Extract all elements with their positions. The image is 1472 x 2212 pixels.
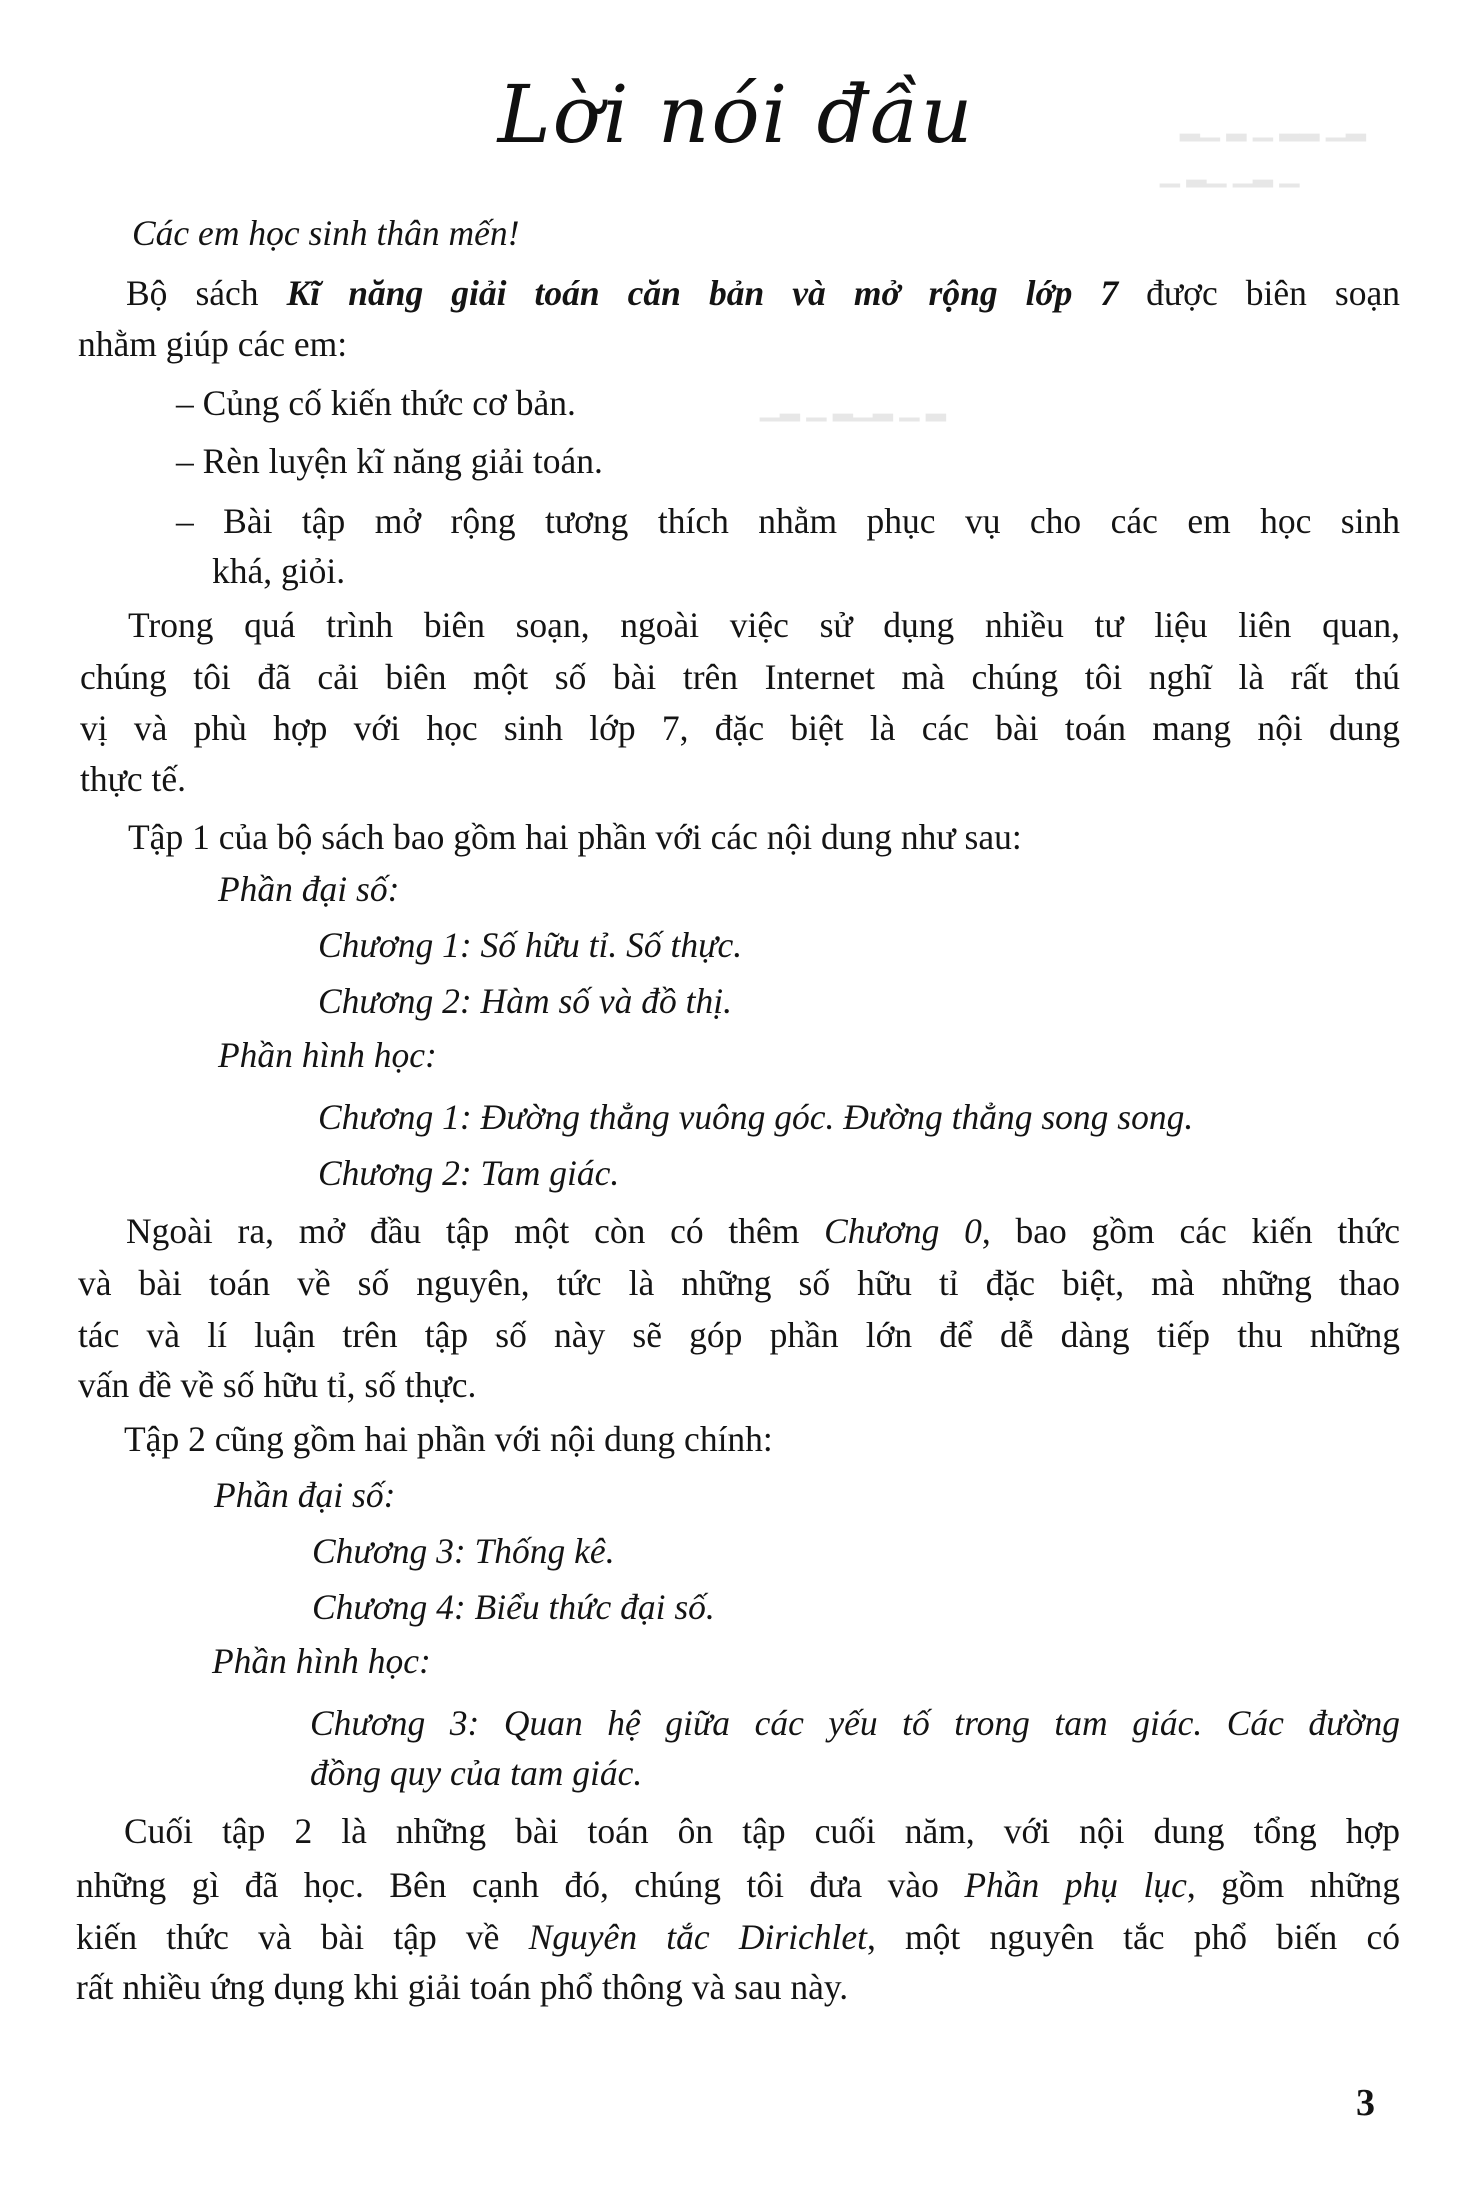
chapter-item: Chương 4: Biểu thức đại số. — [312, 1587, 715, 1627]
goal-item: – Củng cố kiến thức cơ bản. — [176, 383, 576, 423]
paragraph-line: tác và lí luận trên tập số này sẽ góp phần lớn để dễ dàng tiếp thu những — [78, 1315, 1400, 1355]
paragraph-line: rất nhiều ứng dụng khi giải toán phổ thông và sau này. — [76, 1967, 849, 2007]
goal-item-continuation: khá, giỏi. — [212, 551, 346, 591]
para4-suffix: , gồm những — [1186, 1865, 1400, 1905]
page-title: Lời nói đầu — [497, 68, 975, 161]
intro-suffix: được biên soạn — [1118, 273, 1400, 313]
para3-prefix: Ngoài ra, mở đầu tập một còn có thêm — [126, 1211, 825, 1251]
para4-suffix: , một nguyên tắc phổ biến có — [866, 1917, 1400, 1957]
paragraph-line — [76, 1860, 1400, 1911]
chapter-item: Chương 3: Quan hệ giữa các yếu tố trong tam giác. Các đường — [310, 1703, 1400, 1743]
para4-prefix: những gì đã học. Bên cạnh đó, chúng tôi đưa vào — [76, 1865, 965, 1905]
chapter-0-ref: Chương 0 — [824, 1211, 982, 1251]
para4-prefix: kiến thức và bài tập về — [76, 1917, 529, 1957]
bleed-through-text: ▁ ▂▁ ▁▂ ▁ — [1160, 158, 1300, 187]
dirichlet-ref: Nguyên tắc Dirichlet — [528, 1917, 867, 1957]
intro-line-2: nhằm giúp các em: — [78, 324, 348, 364]
page-number: 3 — [1356, 2082, 1375, 2124]
book-title: Kĩ năng giải toán căn bản và mở rộng lớp 7 — [286, 273, 1119, 313]
paragraph-line: vị và phù hợp với học sinh lớp 7, đặc biệt là các bài toán mang nội dung — [80, 708, 1400, 748]
bleed-through-text: ▁▂ ▁ ▂▁▂ ▁ ▂ — [760, 392, 946, 421]
paragraph-line: Cuối tập 2 là những bài toán ôn tập cuối năm, với nội dung tổng hợp — [124, 1811, 1400, 1851]
bleed-through-text: ▂▁ ▂ ▁ ▂▂ ▁▂ — [1180, 112, 1366, 141]
paragraph-line: chúng tôi đã cải biên một số bài trên Internet mà chúng tôi nghĩ là rất thú — [80, 657, 1400, 697]
chapter-item: Chương 1: Số hữu tỉ. Số thực. — [318, 925, 743, 965]
volume-1-geometry-label: Phần hình học: — [218, 1035, 437, 1075]
paragraph-line — [126, 1206, 1400, 1257]
chapter-item: Chương 2: Tam giác. — [318, 1153, 620, 1193]
paragraph-line: thực tế. — [80, 759, 186, 799]
goal-item: – Rèn luyện kĩ năng giải toán. — [176, 441, 603, 481]
intro-prefix: Bộ sách — [126, 273, 287, 313]
paragraph-line: vấn đề về số hữu tỉ, số thực. — [78, 1365, 477, 1405]
volume-1-intro: Tập 1 của bộ sách bao gồm hai phần với các nội dung như sau: — [128, 817, 1022, 857]
paragraph-line: Trong quá trình biên soạn, ngoài việc sử dụng nhiều tư liệu liên quan, — [128, 605, 1400, 645]
paragraph-line — [76, 1912, 1400, 1963]
greeting: Các em học sinh thân mến! — [132, 213, 520, 253]
para3-suffix: , bao gồm các kiến thức — [981, 1211, 1400, 1251]
volume-2-algebra-label: Phần đại số: — [214, 1475, 396, 1515]
chapter-item: Chương 2: Hàm số và đồ thị. — [318, 981, 733, 1021]
appendix-ref: Phần phụ lục — [964, 1865, 1187, 1905]
volume-2-intro: Tập 2 cũng gồm hai phần với nội dung chính: — [124, 1419, 773, 1459]
volume-1-algebra-label: Phần đại số: — [218, 869, 400, 909]
chapter-item-continuation: đồng quy của tam giác. — [310, 1753, 643, 1793]
chapter-item: Chương 3: Thống kê. — [312, 1531, 615, 1571]
volume-2-geometry-label: Phần hình học: — [212, 1641, 431, 1681]
intro-line-1 — [126, 268, 1400, 319]
paragraph-line: và bài toán về số nguyên, tức là những số hữu tỉ đặc biệt, mà những thao — [78, 1263, 1400, 1303]
goal-item: – Bài tập mở rộng tương thích nhằm phục vụ cho các em học sinh — [176, 501, 1400, 541]
chapter-item: Chương 1: Đường thẳng vuông góc. Đường thẳng song song. — [318, 1097, 1194, 1137]
